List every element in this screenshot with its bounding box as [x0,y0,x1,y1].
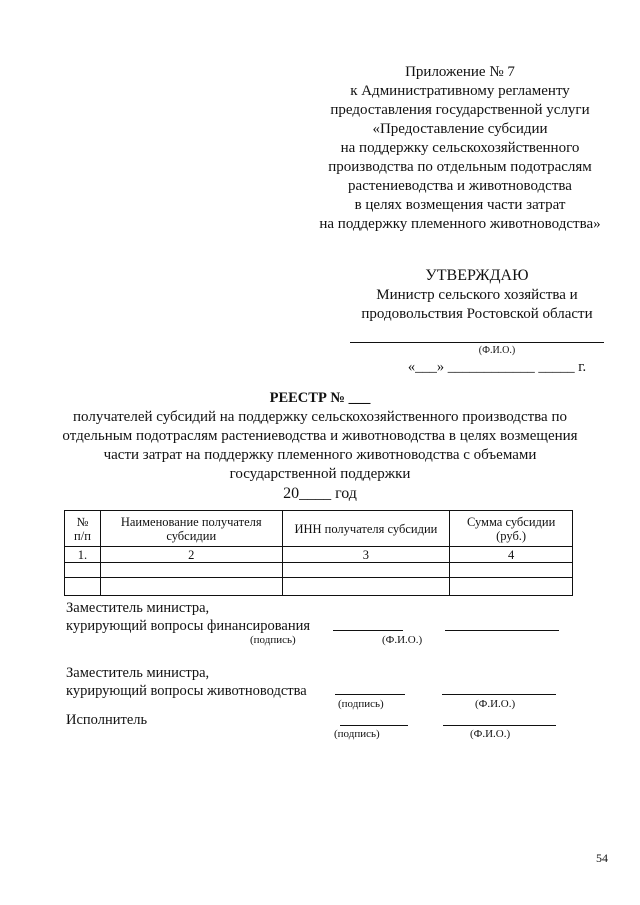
livestock-deputy-label [66,664,307,700]
executor-fio-caption: (Ф.И.О.) [470,728,511,740]
executor-signature-line [340,725,408,726]
finance-sign-caption: (подпись) [250,634,296,646]
appendix-line: Приложение № 7 [405,64,515,80]
registry-title-line: части затрат на поддержку племенного животноводства с объемами [103,447,537,463]
table-cell [282,563,450,578]
approve-date-line: «___» ____________ _____ г. [407,359,587,375]
registry-title [40,389,600,504]
appendix-line: на поддержку племенного животноводства» [319,216,601,232]
registry-heading: РЕЕСТР № ___ [269,390,371,406]
finance-fio-line [445,630,559,631]
header-recipient-name: Наименование получателя субсидии [100,511,282,547]
signature-label-line: курирующий вопросы финансирования [66,618,311,634]
registry-title-line: государственной поддержки [229,466,411,482]
livestock-signature-line [335,694,405,695]
table-cell: 2 [100,547,282,563]
approve-fio-caption: (Ф.И.О.) [478,345,516,356]
approve-line: продовольствия Ростовской области [361,306,593,322]
finance-fio-caption: (Ф.И.О.) [382,634,423,646]
livestock-fio-caption: (Ф.И.О.) [475,698,516,710]
executor-sign-caption: (подпись) [334,728,380,740]
registry-table [64,510,573,596]
approval-block [350,266,604,376]
signature-label-line: Заместитель министра, [66,665,210,681]
page-number: 54 [596,851,608,865]
table-cell [450,563,573,578]
registry-title-line: отдельным подотраслям растениеводства и животноводства в целях возмещения [62,428,578,444]
table-numbering-row [65,547,573,563]
signature-label-line: курирующий вопросы животноводства [66,683,307,699]
executor-label: Исполнитель [66,712,148,728]
table-cell [450,578,573,596]
finance-signature-line [333,630,403,631]
table-cell [100,578,282,596]
table-cell [65,563,101,578]
header-number: № п/п [65,511,101,547]
appendix-header [310,63,610,234]
registry-year: 20____ год [283,485,357,502]
signature-label-line: Заместитель министра, [66,600,210,616]
appendix-line: производства по отдельным подотраслям [328,159,592,175]
appendix-line: растениеводства и животноводства [348,178,572,194]
table-cell [100,563,282,578]
appendix-line: к Административному регламенту [350,83,570,99]
table-row [65,578,573,596]
approve-signature-line [350,342,604,343]
approve-heading: УТВЕРЖДАЮ [425,267,529,284]
appendix-line: на поддержку сельскохозяйственного [340,140,580,156]
table-cell [282,578,450,596]
approve-line: Министр сельского хозяйства и [376,287,578,303]
registry-title-line: получателей субсидий на поддержку сельскохозяйственного производства по [73,409,567,425]
executor-fio-line [443,725,556,726]
header-subsidy-amount: Сумма субсидии (руб.) [450,511,573,547]
appendix-line: предоставления государственной услуги [330,102,590,118]
appendix-line: «Предоставление субсидии [372,121,548,137]
appendix-line: в целях возмещения части затрат [354,197,566,213]
table-cell: 1. [65,547,101,563]
table-cell: 4 [450,547,573,563]
header-inn: ИНН получателя субсидии [282,511,450,547]
table-cell [65,578,101,596]
livestock-sign-caption: (подпись) [338,698,384,710]
table-cell: 3 [282,547,450,563]
livestock-fio-line [442,694,556,695]
table-row [65,563,573,578]
finance-deputy-label [66,599,310,635]
table-header-row [65,511,573,547]
